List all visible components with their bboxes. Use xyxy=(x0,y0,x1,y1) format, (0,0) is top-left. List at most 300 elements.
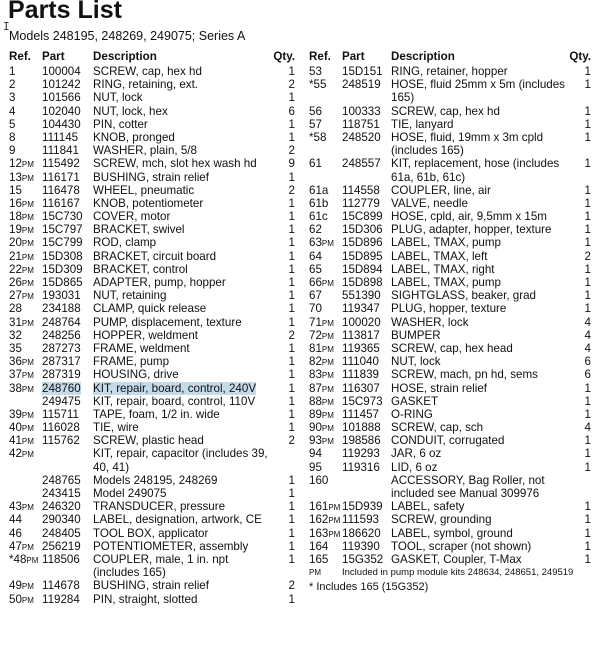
table-row xyxy=(9,263,295,276)
cell-ref: 16PM xyxy=(9,196,34,210)
cell-part: 116307 xyxy=(342,381,380,395)
table-row xyxy=(309,289,591,302)
cell-ref: 67 xyxy=(309,289,322,303)
table-row xyxy=(9,421,295,434)
cell-part: 100020 xyxy=(342,315,381,329)
cell-part: 116478 xyxy=(42,183,80,197)
cell-qty: 1 xyxy=(584,539,591,553)
table-row xyxy=(9,395,295,408)
cell-part: 111040 xyxy=(342,355,379,369)
cell-qty: 6 xyxy=(288,104,295,118)
cell-ref: 5 xyxy=(9,117,16,131)
pump-module-marker: PM xyxy=(21,542,34,552)
table-row xyxy=(309,250,591,263)
table-row xyxy=(9,500,295,513)
cell-ref: 61c xyxy=(309,210,328,224)
cell-description: FRAME, weldment xyxy=(93,341,190,355)
cell-part: 116167 xyxy=(42,196,80,210)
cell-description: TOOL BOX, applicator xyxy=(93,526,209,540)
cell-qty: 1 xyxy=(584,183,591,197)
cell-part: 119347 xyxy=(342,302,380,316)
cell-ref: 2 xyxy=(9,78,16,92)
cell-part: 15D309 xyxy=(42,262,83,276)
cell-part: 118751 xyxy=(342,117,380,131)
cell-ref: 40PM xyxy=(9,421,34,435)
cell-part: 15D865 xyxy=(42,276,83,289)
header-ref: Ref. xyxy=(309,50,331,63)
cell-description: NUT, retaining xyxy=(93,289,167,303)
cell-description: JAR, 6 oz xyxy=(391,447,442,461)
cell-qty: 1 xyxy=(288,117,295,131)
header-part: Part xyxy=(342,50,365,63)
cell-part: 118506 xyxy=(42,552,80,566)
cell-part: 186620 xyxy=(342,526,381,540)
cell-part: 249475 xyxy=(42,394,81,408)
pump-module-marker: PM xyxy=(328,503,341,513)
cell-part: 101242 xyxy=(42,78,81,92)
cell-qty: 1 xyxy=(288,526,295,540)
cell-ref: 27PM xyxy=(9,289,34,303)
pump-module-marker: PM xyxy=(21,437,34,447)
cell-qty: 1 xyxy=(584,157,591,171)
cell-part: 243415 xyxy=(42,487,81,501)
header-description: Description xyxy=(391,50,455,63)
table-row xyxy=(309,184,591,197)
cell-description: ROD, clamp xyxy=(93,236,157,250)
header-ref: Ref. xyxy=(9,50,31,63)
pump-module-marker: PM xyxy=(328,529,341,539)
cell-ref: 57 xyxy=(309,117,322,131)
pump-module-marker: PM xyxy=(21,410,34,420)
cell-part: 256219 xyxy=(42,539,81,553)
table-row xyxy=(9,78,295,91)
cell-description: SCREW, cap, sch xyxy=(391,421,484,435)
cell-part: 15D895 xyxy=(342,249,383,263)
cell-part: 198586 xyxy=(342,434,381,448)
cell-part: 101888 xyxy=(342,421,381,435)
cell-part: 15C799 xyxy=(42,236,83,250)
table-row xyxy=(9,434,295,447)
cell-qty: 1 xyxy=(584,381,591,395)
cell-qty: 1 xyxy=(584,117,591,131)
cell-ref: 9 xyxy=(9,144,16,158)
cell-ref: 94 xyxy=(309,447,322,461)
table-row xyxy=(309,421,591,434)
pump-module-marker: PM xyxy=(321,331,334,341)
cell-qty: 2 xyxy=(288,78,295,92)
cell-qty: 1 xyxy=(584,104,591,118)
cell-qty: 1 xyxy=(288,341,295,355)
table-row xyxy=(9,276,295,289)
cell-qty: 1 xyxy=(584,262,591,276)
cell-description: PIN, straight, slotted xyxy=(93,592,198,606)
pump-module-marker: PM xyxy=(321,279,334,289)
cell-qty: 1 xyxy=(288,421,295,435)
cell-description: ACCESSORY, Bag Roller, not included see Manual 309976 xyxy=(391,473,545,501)
cell-description: TRANSDUCER, pressure xyxy=(93,500,226,514)
cell-ref: 13PM xyxy=(9,170,34,184)
cell-ref: 95 xyxy=(309,460,322,474)
cell-description: NUT, lock xyxy=(391,355,441,369)
cell-ref: 41PM xyxy=(9,434,34,448)
pump-module-marker: PM xyxy=(21,450,34,460)
cell-qty: 9 xyxy=(288,157,295,171)
cell-description: COUPLER, male, 1 in. npt (includes 165) xyxy=(93,552,229,580)
cell-description: BRACKET, swivel xyxy=(93,223,185,237)
cell-part: 248765 xyxy=(42,473,81,487)
cell-description: PLUG, hopper, texture xyxy=(391,302,507,316)
table-row xyxy=(309,316,591,329)
cell-part: 15C899 xyxy=(342,210,383,224)
pump-module-marker: PM xyxy=(321,437,334,447)
cell-ref: 44 xyxy=(9,513,22,527)
cell-qty: 1 xyxy=(288,170,295,184)
cell-ref: 63PM xyxy=(309,236,334,250)
table-row xyxy=(9,553,295,579)
cell-description: O-RING xyxy=(391,407,433,421)
table-row xyxy=(9,302,295,315)
table-row xyxy=(309,157,591,183)
cell-qty: 1 xyxy=(584,447,591,461)
cell-part: 111593 xyxy=(342,513,379,527)
pump-module-marker: PM xyxy=(21,199,34,209)
pump-module-marker: PM xyxy=(321,344,334,354)
cell-part: 15D306 xyxy=(342,223,383,237)
pump-module-marker: PM xyxy=(21,371,34,381)
cell-qty: 1 xyxy=(584,513,591,527)
cell-part: 102040 xyxy=(42,104,81,118)
cell-description: BUMPER xyxy=(391,328,441,342)
pump-module-marker: PM xyxy=(21,292,34,302)
table-row xyxy=(9,157,295,170)
cell-ref: 65 xyxy=(309,262,322,276)
pump-module-marker: PM xyxy=(21,252,34,262)
cell-ref: 38PM xyxy=(9,381,34,395)
cell-ref: 89PM xyxy=(309,407,334,421)
pump-module-marker: PM xyxy=(321,424,334,434)
cell-qty: 1 xyxy=(584,289,591,303)
cell-qty: 4 xyxy=(584,315,591,329)
cell-part: 116028 xyxy=(42,421,80,435)
cell-description: TIE, lanyard xyxy=(391,117,454,131)
cell-description: HOSE, fluid 25mm x 5m (includes 165) xyxy=(391,78,565,105)
pump-module-marker: PM xyxy=(321,318,334,328)
table-row xyxy=(309,500,591,513)
cell-qty: 1 xyxy=(288,552,295,566)
cell-part: 246320 xyxy=(42,500,81,514)
cell-part: 248764 xyxy=(42,315,81,329)
pump-module-marker: PM xyxy=(21,265,34,275)
table-row xyxy=(9,540,295,553)
parts-table-right xyxy=(309,50,591,595)
cell-ref: 61 xyxy=(309,157,322,171)
pump-module-marker: PM xyxy=(21,318,34,328)
cell-ref: 50PM xyxy=(9,592,34,606)
cell-part: 113817 xyxy=(342,328,380,342)
pump-module-marker: PM xyxy=(21,424,34,434)
cell-ref: 15 xyxy=(9,183,22,197)
cell-ref: 4 xyxy=(9,104,16,118)
cell-qty: 1 xyxy=(584,434,591,448)
cell-ref: 162PM xyxy=(309,513,341,527)
cell-description: HOPPER, weldment xyxy=(93,328,199,342)
cell-qty: 1 xyxy=(288,539,295,553)
cell-qty: 1 xyxy=(288,368,295,382)
cell-qty: 2 xyxy=(288,144,295,158)
table-row xyxy=(309,474,591,500)
cell-description: BUSHING, strain relief xyxy=(93,170,209,184)
cell-description: BRACKET, control xyxy=(93,262,188,276)
cell-ref: 56 xyxy=(309,104,322,118)
cell-description: BRACKET, circuit board xyxy=(93,249,217,263)
table-row xyxy=(9,527,295,540)
cell-ref: 161PM xyxy=(309,500,341,514)
cell-description: LABEL, safety xyxy=(391,500,465,514)
cell-qty: 6 xyxy=(584,368,591,382)
cell-description: KNOB, pronged xyxy=(93,130,175,144)
cell-qty: 1 xyxy=(584,223,591,237)
cell-part: 248405 xyxy=(42,526,81,540)
table-row xyxy=(9,355,295,368)
cell-qty: 1 xyxy=(584,302,591,316)
cell-qty: 1 xyxy=(288,407,295,421)
cell-qty: 1 xyxy=(288,262,295,276)
table-header xyxy=(309,50,591,64)
cell-qty: 1 xyxy=(584,460,591,474)
text-cursor-icon: I xyxy=(3,20,10,33)
cell-ref: 81PM xyxy=(309,341,334,355)
cell-ref: 71PM xyxy=(309,315,334,329)
table-row xyxy=(9,474,295,487)
cell-description: LABEL, TMAX, pump xyxy=(391,236,501,250)
cell-qty: 1 xyxy=(288,91,295,105)
table-row xyxy=(309,540,591,553)
cell-part: 15D939 xyxy=(342,500,383,514)
cell-ref: 39PM xyxy=(9,407,34,421)
table-row xyxy=(9,171,295,184)
cell-part: 119390 xyxy=(342,539,380,553)
table-row xyxy=(309,368,591,381)
pump-module-marker: PM xyxy=(21,582,34,592)
cell-description: PUMP, displacement, texture xyxy=(93,315,242,329)
table-row xyxy=(309,236,591,249)
table-row xyxy=(9,105,295,118)
cell-ref: *48PM xyxy=(9,552,39,566)
cell-qty: 1 xyxy=(288,223,295,237)
header-qty: Qty. xyxy=(273,50,295,63)
table-row xyxy=(9,342,295,355)
cell-description: HOSE, strain relief xyxy=(391,381,487,395)
table-row xyxy=(309,355,591,368)
cell-description: LABEL, TMAX, pump xyxy=(391,276,501,290)
table-row xyxy=(309,527,591,540)
cell-ref: 70 xyxy=(309,302,322,316)
cell-ref: 83PM xyxy=(309,368,334,382)
cell-qty: 1 xyxy=(288,65,295,78)
table-row xyxy=(309,342,591,355)
cell-description: NUT, lock xyxy=(93,91,143,105)
cell-description: SCREW, cap, hex hd xyxy=(391,104,500,118)
cell-ref: 46 xyxy=(9,526,22,540)
cell-qty: 1 xyxy=(288,355,295,369)
table-row xyxy=(9,408,295,421)
cell-description: Models 248195, 248269 xyxy=(93,473,218,487)
cell-part: 111457 xyxy=(342,407,379,421)
cell-part: 111839 xyxy=(342,368,379,382)
header-qty: Qty. xyxy=(569,50,591,63)
cell-qty: 1 xyxy=(288,487,295,501)
cell-description: CLAMP, quick release xyxy=(93,302,207,316)
cell-description: SCREW, cap, hex hd xyxy=(93,65,202,78)
cell-ref: 32 xyxy=(9,328,22,342)
cell-description: SCREW, mch, slot hex wash hd xyxy=(93,157,257,171)
cell-ref: 165 xyxy=(309,553,329,566)
cell-qty: 1 xyxy=(584,210,591,224)
cell-qty: 1 xyxy=(288,130,295,144)
cell-ref: 61a xyxy=(309,183,329,197)
cell-description: KNOB, potentiometer xyxy=(93,196,204,210)
cell-ref: 26PM xyxy=(9,276,34,289)
cell-ref: 1 xyxy=(9,65,16,78)
table-row xyxy=(9,329,295,342)
pump-module-marker: PM xyxy=(328,516,341,526)
cell-part: 15C973 xyxy=(342,394,383,408)
cell-qty: 6 xyxy=(584,355,591,369)
cell-ref: 93PM xyxy=(309,434,334,448)
pump-module-marker: PM xyxy=(21,503,34,513)
pump-module-marker: PM xyxy=(321,371,334,381)
cell-ref: 18PM xyxy=(9,210,34,224)
cell-qty: 1 xyxy=(584,553,591,566)
cell-part: 248520 xyxy=(342,130,381,144)
cell-description: HOSE, cpld, air, 9,5mm x 15m xyxy=(391,210,547,224)
cell-description: RING, retainer, hopper xyxy=(391,65,508,78)
cell-qty: 1 xyxy=(288,473,295,487)
pump-module-marker: PM xyxy=(21,384,34,394)
table-row xyxy=(9,118,295,131)
cell-qty: 1 xyxy=(288,249,295,263)
cell-qty: 1 xyxy=(288,315,295,329)
cell-description: Model 249075 xyxy=(93,487,167,501)
table-row xyxy=(309,105,591,118)
table-row xyxy=(9,513,295,526)
cell-description: KIT, repair, board, control, 110V xyxy=(93,394,256,408)
pump-module-marker: PM xyxy=(21,279,34,288)
cell-part: 114558 xyxy=(342,183,380,197)
cell-qty: 2 xyxy=(584,249,591,263)
cell-ref: 20PM xyxy=(9,236,34,250)
cell-qty: 1 xyxy=(288,210,295,224)
cell-description: KIT, replacement, hose (includes 61a, 61b, 61c) xyxy=(391,157,560,184)
cell-part: 287319 xyxy=(42,368,81,382)
cell-description: COVER, motor xyxy=(93,210,171,224)
table-row xyxy=(309,447,591,460)
cell-ref: 164 xyxy=(309,539,329,553)
cell-description: CONDUIT, corrugated xyxy=(391,434,505,448)
cell-ref: 3 xyxy=(9,91,16,105)
table-row xyxy=(309,210,591,223)
cell-ref: 64 xyxy=(309,249,322,263)
cell-ref: 21PM xyxy=(9,249,34,263)
pm-note xyxy=(309,566,591,579)
cell-description: FRAME, pump xyxy=(93,355,170,369)
cell-ref: *55 xyxy=(309,78,327,92)
cell-part: 287273 xyxy=(42,341,81,355)
cell-description: SIGHTGLASS, beaker, grad xyxy=(391,289,536,303)
table-row xyxy=(9,316,295,329)
cell-qty: 1 xyxy=(288,394,295,408)
footnote: * Includes 165 (15G352) xyxy=(309,581,429,594)
cell-qty: 1 xyxy=(584,500,591,514)
cell-description: POTENTIOMETER, assembly xyxy=(93,539,249,553)
cell-part: 248557 xyxy=(342,157,381,171)
cell-description: HOUSING, drive xyxy=(93,368,179,382)
cell-part: 112779 xyxy=(342,196,380,210)
cell-qty: 1 xyxy=(584,236,591,250)
pump-module-marker: PM xyxy=(321,397,334,407)
table-row xyxy=(309,395,591,408)
cell-part: 15D151 xyxy=(342,65,383,78)
cell-part: 116171 xyxy=(42,170,80,184)
page-title: Parts List xyxy=(8,0,122,24)
pump-module-marker: PM xyxy=(26,555,39,565)
table-row xyxy=(309,553,591,566)
cell-part: 15C730 xyxy=(42,210,83,224)
cell-ref: 12PM xyxy=(9,157,34,171)
cell-qty: 2 xyxy=(288,579,295,593)
pump-module-marker: PM xyxy=(21,173,34,183)
table-row xyxy=(9,223,295,236)
table-row xyxy=(9,368,295,381)
cell-part: 111841 xyxy=(42,144,79,158)
cell-qty: 1 xyxy=(288,500,295,514)
cell-part: 115492 xyxy=(42,157,80,171)
cell-ref: 47PM xyxy=(9,539,34,553)
cell-ref: 35 xyxy=(9,341,22,355)
pump-module-marker: PM xyxy=(321,410,334,420)
cell-description: GASKET, Coupler, T-Max xyxy=(391,553,522,566)
cell-part: 290340 xyxy=(42,513,81,527)
table-row xyxy=(309,461,591,474)
cell-qty: 1 xyxy=(288,302,295,316)
table-row xyxy=(9,184,295,197)
cell-part: 551390 xyxy=(342,289,381,303)
cell-ref: 160 xyxy=(309,473,329,487)
cell-ref: 49PM xyxy=(9,579,34,593)
pump-module-marker: PM xyxy=(21,239,34,249)
cell-description: WASHER, plain, 5/8 xyxy=(93,144,197,158)
table-row xyxy=(309,382,591,395)
parts-table-left xyxy=(9,50,295,606)
cell-qty: 1 xyxy=(288,289,295,303)
table-row xyxy=(309,302,591,315)
cell-description: KIT, repair, capacitor (includes 39, 40, 41) xyxy=(93,447,268,474)
pump-module-marker: PM xyxy=(321,239,334,249)
cell-qty: 4 xyxy=(584,341,591,355)
cell-description: SCREW, mach, pn hd, sems xyxy=(391,368,538,382)
cell-qty: 4 xyxy=(584,421,591,435)
cell-ref: 82PM xyxy=(309,355,334,369)
cell-ref: 28 xyxy=(9,302,22,316)
cell-description: NUT, lock, hex xyxy=(93,104,168,118)
cell-qty: 1 xyxy=(584,196,591,210)
table-row xyxy=(309,276,591,289)
cell-part: 100004 xyxy=(42,65,81,78)
table-row xyxy=(309,263,591,276)
cell-part: 15D894 xyxy=(342,262,383,276)
cell-description: LABEL, symbol, ground xyxy=(391,526,513,540)
table-row xyxy=(9,487,295,500)
